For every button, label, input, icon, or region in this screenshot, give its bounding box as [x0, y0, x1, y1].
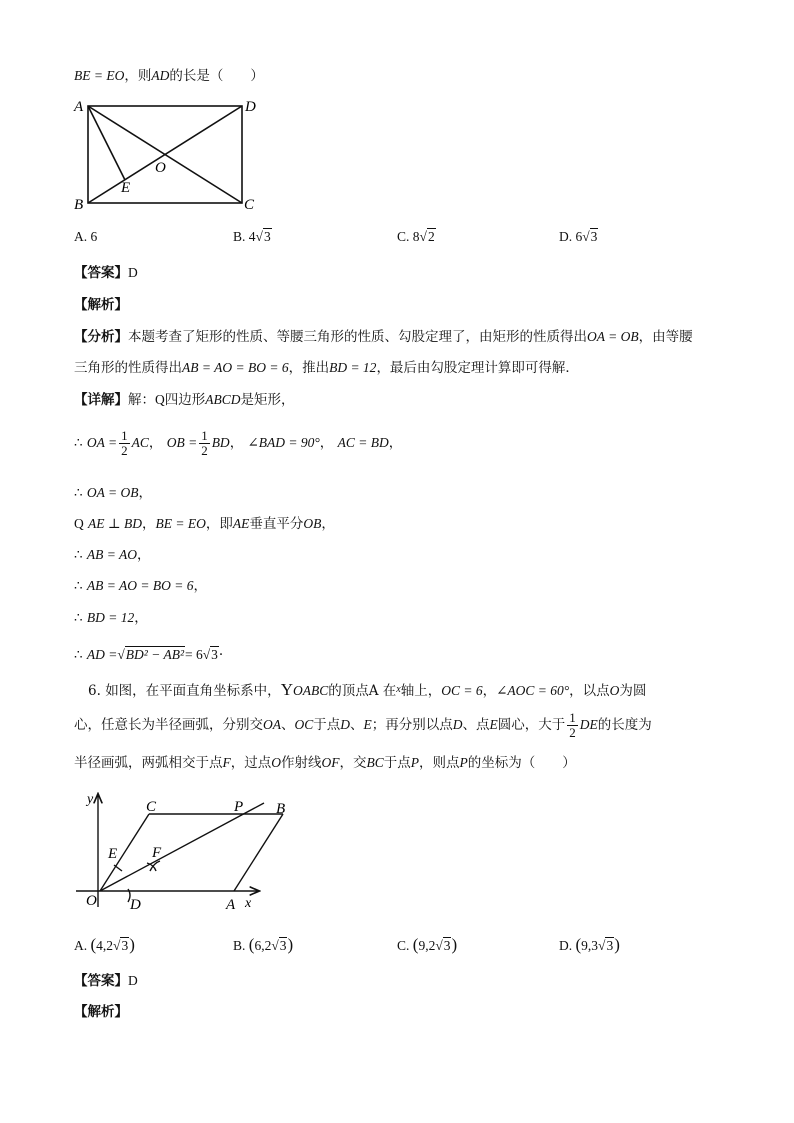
text: ，则: [124, 68, 152, 84]
math-expr: OB =: [166, 435, 198, 450]
q5-fenxi-line2: [74, 358, 579, 378]
option-letter: A.: [74, 229, 88, 244]
q6-answer: [74, 971, 138, 991]
math-expr: ∠BAD = 90°: [247, 435, 320, 450]
label-F: F: [152, 845, 162, 861]
label-B: B: [74, 197, 84, 213]
label-P: P: [234, 799, 244, 815]
text: ，推出: [288, 360, 330, 376]
q5-option-a[interactable]: [74, 229, 97, 245]
math-expr: OABC: [292, 683, 329, 698]
sqrt-expr: √BD² − AB²: [117, 647, 184, 662]
label-O: O: [86, 893, 97, 909]
fraction: $\frac{1}{2}$: [201, 428, 208, 458]
q5-step-4: ∴ AB = AO，: [74, 547, 151, 563]
math-expr: OA = OB: [587, 329, 639, 344]
math-expr: AD: [151, 68, 170, 83]
math-expr: ∠AOC = 60°: [496, 683, 570, 698]
q5-step-2: ∴ OA = OB，: [74, 485, 152, 501]
fraction: $\frac{1}{2}$: [121, 428, 128, 458]
option-value: 6√3: [575, 229, 598, 244]
math-expr: BE = EO: [74, 68, 125, 83]
fraction: $\frac{1}{2}$: [569, 710, 576, 740]
math-expr: BE = EO: [155, 516, 206, 531]
option-letter: D.: [559, 229, 573, 244]
fenxi-label: 【分析】: [74, 329, 128, 345]
label-A: A: [226, 897, 236, 913]
label-D: D: [245, 99, 256, 115]
math-expr: AE: [232, 516, 250, 531]
label-D: D: [130, 897, 141, 913]
question-number: 6.: [88, 683, 101, 699]
answer-value: D: [128, 265, 138, 280]
option-letter: C.: [397, 229, 410, 244]
math-expr: OC = 6: [441, 683, 483, 698]
label-O: O: [155, 160, 166, 176]
option-letter: C.: [397, 938, 410, 953]
math-expr: OA = OB: [86, 485, 139, 500]
math-expr: AC: [131, 435, 149, 450]
q6-option-d[interactable]: D. (9,3√3): [559, 935, 620, 954]
q5-fenxi-line1: [74, 327, 693, 347]
math-expr: AC = BD: [337, 435, 389, 450]
text: 三角形的性质得出: [74, 360, 182, 376]
math-expr: AB = AO = BO = 6: [182, 360, 289, 375]
math-expr: AD =: [86, 647, 118, 662]
text: 本题考查了矩形的性质、等腰三角形的性质、勾股定理了，由矩形的性质得出: [128, 329, 587, 345]
option-value: 4√3: [248, 229, 271, 244]
label-E: E: [108, 846, 118, 862]
option-letter: B.: [233, 938, 246, 953]
math-expr: BD: [211, 435, 230, 450]
q5-step-7: ∴ AD =√BD² − AB²= 6√3·: [74, 647, 224, 663]
q5-option-d[interactable]: [559, 229, 598, 245]
q5-xiangjie-line: [74, 390, 295, 410]
math-expr: ABCD: [205, 392, 241, 407]
q5-jiexi: [74, 295, 128, 315]
sqrt-expr: √3: [202, 647, 218, 662]
text: 是矩形，: [240, 392, 295, 408]
q6-jiexi: [74, 1002, 128, 1022]
therefore-symbol: ∴: [74, 435, 83, 450]
q5-rectangle-figure: [70, 92, 270, 214]
q6-stem-line3: 半径画弧，两弧相交于点F，过点O作射线OF，交BC于点P，则点P的坐标为（ ）: [74, 755, 576, 771]
text: 解：: [128, 392, 155, 408]
label-y: y: [87, 792, 94, 807]
text: 的长是（ ）: [169, 68, 264, 84]
option-letter: B.: [233, 229, 246, 244]
q6-parallelogram-figure: [70, 785, 286, 915]
option-value: 6: [90, 229, 98, 244]
xiangjie-label: 【详解】: [74, 392, 128, 408]
q5-step-6: ∴ BD = 12，: [74, 610, 148, 626]
q6-stem-line2: 心，任意长为半径画弧，分别交OA、OC于点D、E；再分别以点D、点E圆心，大于 $\frac{1}{2}$ DE的长度为: [74, 710, 652, 740]
math-expr: BD = 12: [329, 360, 377, 375]
jiexi-label: 【解析】: [74, 297, 128, 313]
q6-option-a[interactable]: A. (4,2√3): [74, 935, 135, 954]
q5-step-5: ∴ AB = AO = BO = 6，: [74, 578, 207, 594]
math-expr: AB = AO = BO = 6: [86, 578, 194, 593]
q5-stem-tail: [74, 66, 264, 86]
math-expr: BD = 12: [86, 610, 135, 625]
answer-label: 【答案】: [74, 265, 128, 281]
q5-step-3: Q AE ⊥ BD，BE = EO，即AE垂直平分OB，: [74, 516, 335, 532]
label-C: C: [146, 799, 157, 815]
label-E: E: [121, 180, 131, 196]
math-expr: OA =: [86, 435, 118, 450]
math-expr: OB: [303, 516, 322, 531]
jiexi-label: 【解析】: [74, 1004, 128, 1020]
label-C: C: [244, 197, 255, 213]
option-letter: A.: [74, 938, 88, 953]
math-expr: AB = AO: [86, 547, 137, 562]
q5-step-1: ∴ OA = $\frac{1}{2}$ AC， OB = $\frac{1}{2}$ BD， ∠BAD = 90°， AC = BD，: [74, 428, 403, 458]
parallelogram-symbol: Y: [280, 680, 293, 699]
text: ，最后由勾股定理计算即可得解．: [376, 360, 579, 376]
q6-stem-line1: 6. 如图，在平面直角坐标系中，YOABC的顶点A 在$^x$轴上，OC = 6，∠AOC = 60°，以点O为圆: [88, 680, 647, 699]
text: 四边形: [164, 392, 206, 408]
q6-option-c[interactable]: C. (9,2√3): [397, 935, 458, 954]
q5-option-c[interactable]: [397, 229, 436, 245]
answer-value: D: [128, 973, 138, 988]
math-expr: AE ⊥ BD: [88, 516, 142, 531]
q5-answer: [74, 263, 138, 283]
label-A: A: [74, 99, 84, 115]
answer-label: 【答案】: [74, 973, 128, 989]
because-symbol: Q: [155, 392, 165, 407]
text: ，由等腰: [638, 329, 693, 345]
option-value: 8√2: [412, 229, 435, 244]
q6-option-b[interactable]: B. (6,2√3): [233, 935, 294, 954]
label-x: x: [245, 896, 252, 911]
option-letter: D.: [559, 938, 573, 953]
q5-option-b[interactable]: [233, 229, 272, 245]
label-B: B: [276, 801, 286, 817]
